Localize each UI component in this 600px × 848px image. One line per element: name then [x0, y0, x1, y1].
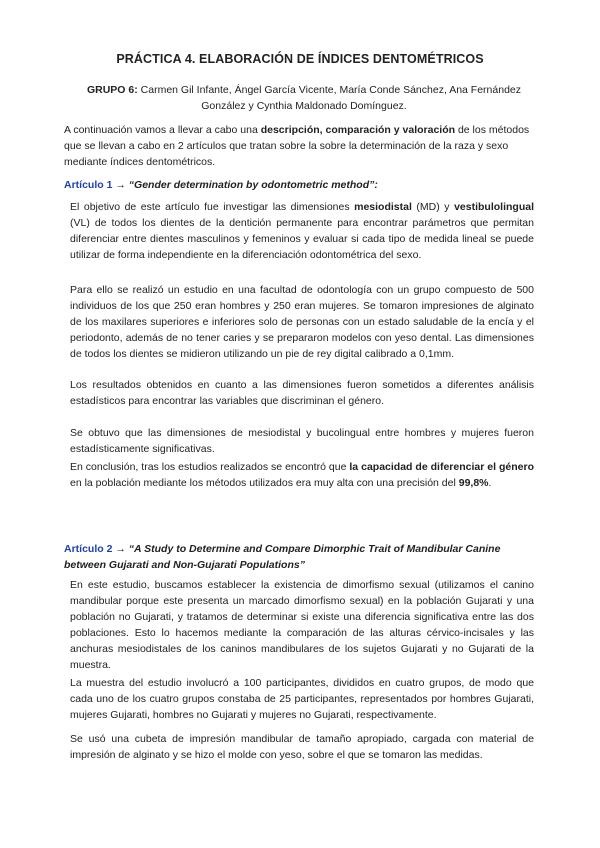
text-run: en la población mediante los métodos utilizados era muy alta con una precisión del: [70, 477, 459, 489]
article-2-paragraph-1: En este estudio, buscamos establecer la existencia de dimorfismo sexual (utilizamos el canino mandibular porque este presenta un marcado dimorfismo sexual) en la población Gujarati y una población no Gujarati, y tratamos de determinar si existe una diferencia significativa entre las dos poblaciones. Esto lo hacemos mediante la comparación de las alturas cérvico-incisales y las anchuras mesiodistales de los caninos mandibulares de los sujetos Gujarati y no Gujarati de la muestra.: [70, 579, 534, 671]
article-1-paragraph-1: [70, 199, 534, 263]
intro-text-end: de los métodos que se llevan a cabo en 2 artículos que tratan sobre la sobre la determinación de la raza y sexo mediante índices dentométricos.: [64, 124, 530, 168]
article-1-paragraph-5: [70, 459, 534, 491]
group-members: Carmen Gil Infante, Ángel García Vicente, María Conde Sánchez, Ana Fernández González y Cynthia Maldonado Domínguez.: [137, 84, 522, 112]
article-2-title: “A Study to Determine and Compare Dimorphic Trait of Mandibular Canine between Gujarati and Non-Gujarati Populations”: [64, 543, 501, 571]
intro-paragraph: [64, 122, 546, 170]
article-2-paragraph-3: Se usó una cubeta de impresión mandibular de tamaño apropiado, cargada con material de impresión de alginato y se hizo el molde con yeso, sobre el que se tomaron las medidas.: [70, 733, 534, 761]
text-run: (VL) de todos los dientes de la dentición permanente para encontrar parámetros que permitan diferenciar entre dientes masculinos y femeninos y evaluar si cada tipo de medida lineal se puede utilizar de forma independiente en la diferenciación odontométrica del sexo.: [70, 217, 534, 261]
intro-text-start: A continuación vamos a llevar a cabo una: [64, 124, 261, 136]
article-1-title: “Gender determination by odontometric method”:: [128, 179, 378, 191]
document-title: PRÁCTICA 4. ELABORACIÓN DE ÍNDICES DENTOMÉTRICOS: [116, 52, 484, 66]
article-1-paragraph-2: Para ello se realizó un estudio en una facultad de odontología con un grupo compuesto de 500 individuos de los que 250 eran hombres y 250 eran mujeres. Se tomaron impresiones de alginato de los maxilares superiores e inferiores solo de personas con un estado saludable de la encía y el periodonto, además de no tener caries y se prepararon modelos con yeso dental. Las dimensiones de todos los dientes se midieron utilizando un pie de rey digital calibrado a 0,1mm.: [70, 284, 534, 360]
text-run: En conclusión, tras los estudios realizados se encontró que: [70, 461, 350, 473]
article-2-heading: [64, 541, 542, 573]
group-label: GRUPO 6:: [86, 84, 138, 96]
intro-bold-text: descripción, comparación y valoración: [260, 124, 456, 136]
bold-term-vestibulolingual: vestibulolingual: [454, 201, 534, 213]
group-line: [64, 82, 544, 114]
article-1-heading: [64, 177, 542, 193]
article-1-label: Artículo 1: [64, 179, 113, 191]
article-1-paragraph-3: Los resultados obtenidos en cuanto a las dimensiones fueron sometidos a diferentes análisis estadísticos para encontrar las variables que discriminan el género.: [70, 379, 534, 407]
bold-precision-value: 99,8%: [458, 477, 489, 489]
bold-conclusion: la capacidad de diferenciar el género: [349, 461, 535, 473]
text-run: .: [488, 477, 492, 489]
article-2-label: Artículo 2: [64, 543, 113, 555]
arrow-icon: →: [112, 543, 129, 555]
article-1-paragraph-4: Se obtuvo que las dimensiones de mesiodistal y bucolingual entre hombres y mujeres fueron estadísticamente significativas.: [70, 427, 534, 455]
article-2-paragraph-2: La muestra del estudio involucró a 100 participantes, divididos en cuatro grupos, de modo que cada uno de los cuatro grupos constaba de 25 participantes, representados por hombres Gujarati, mujeres Gujarati, hombres no Gujarati y mujeres no Gujarati, respectivamente.: [70, 677, 534, 721]
text-run: El objetivo de este artículo fue investigar las dimensiones: [70, 201, 355, 213]
arrow-icon: →: [112, 179, 129, 191]
bold-term-mesiodistal: mesiodistal: [354, 201, 412, 213]
text-run: (MD) y: [411, 201, 455, 213]
